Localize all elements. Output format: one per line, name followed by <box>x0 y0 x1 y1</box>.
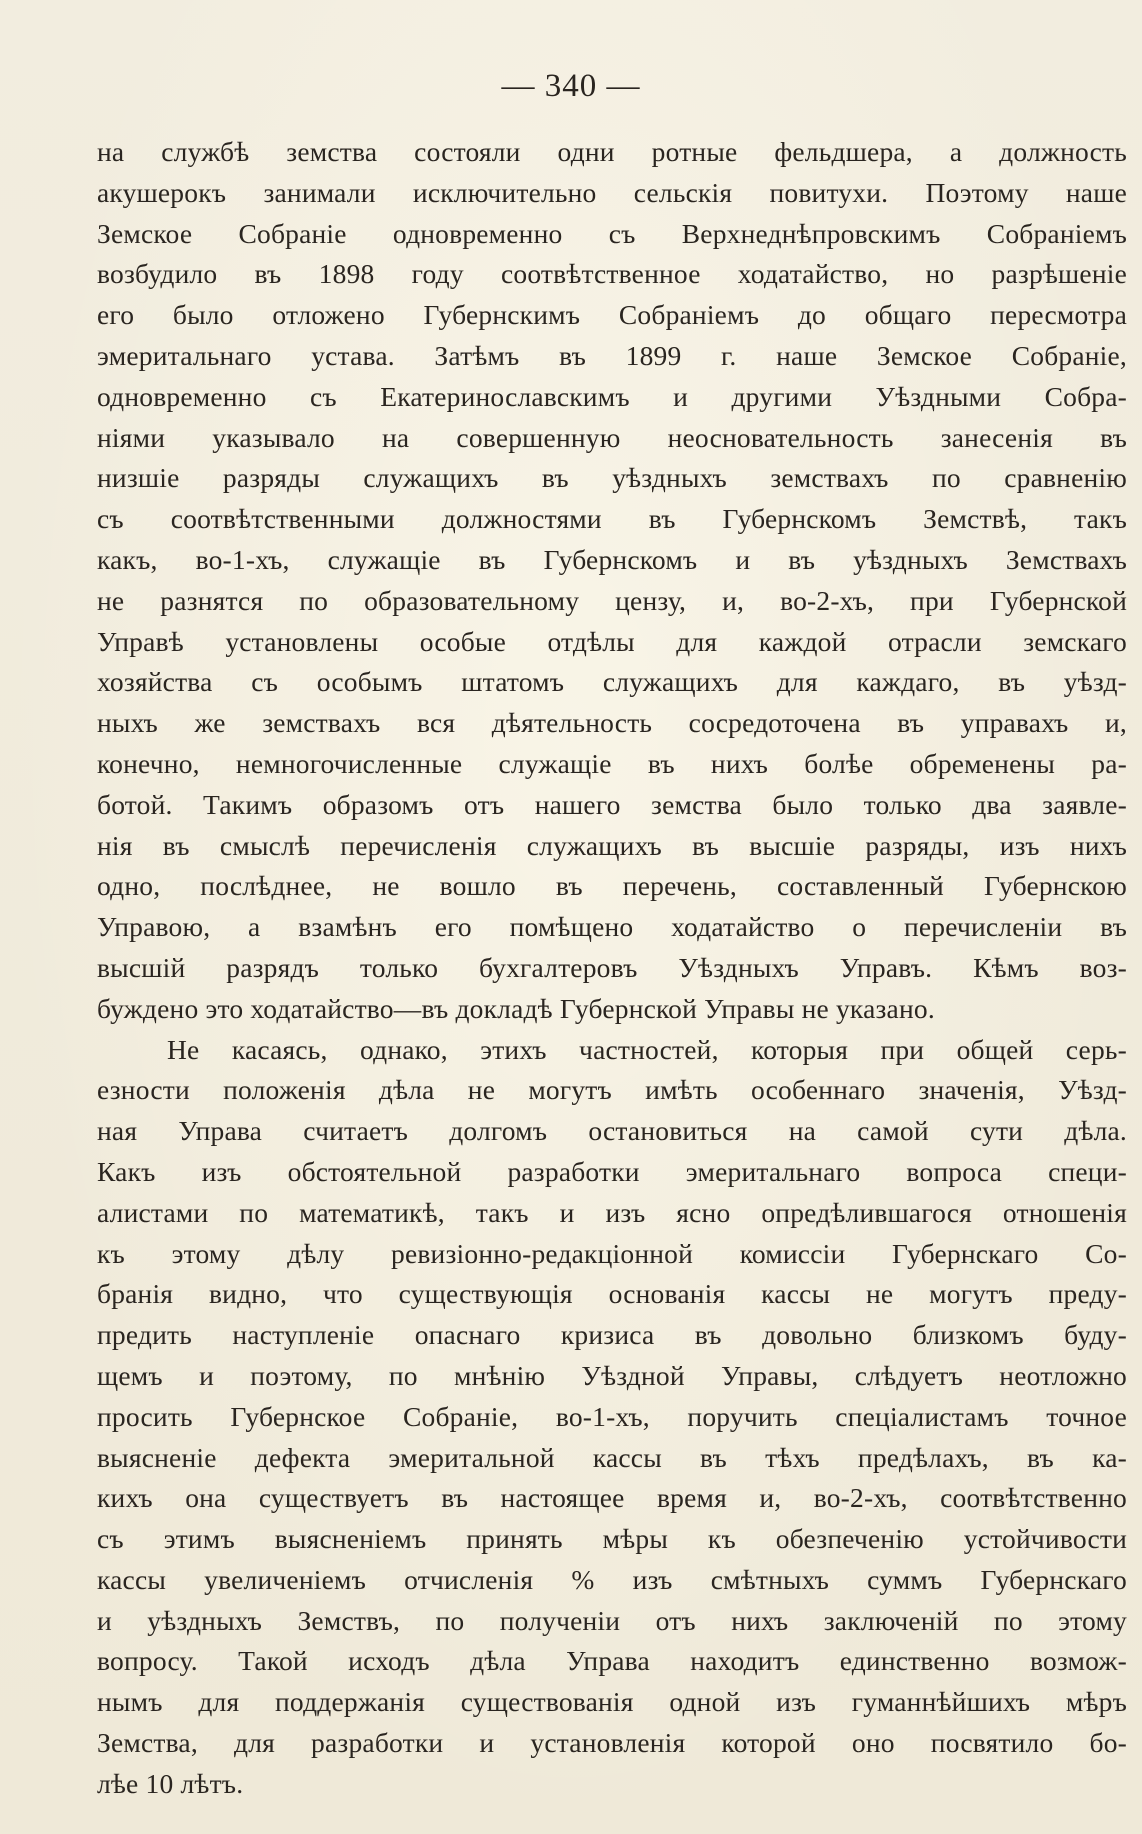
text-line: одновременно съ Екатеринославскимъ и другими Уѣздными Собра- <box>97 380 1127 412</box>
text-line: эмеритальнаго устава. Затѣмъ въ 1899 г. наше Земское Собраніе, <box>97 339 1127 371</box>
text-line: Земства, для разработки и установленія которой оно посвятило бо- <box>97 1727 1127 1759</box>
text-line: высшій разрядъ только бухгалтеровъ Уѣздныхъ Управъ. Кѣмъ воз- <box>97 951 1127 983</box>
text-line: нія въ смыслѣ перечисленія служащихъ въ высшіе разряды, изъ нихъ <box>97 829 1127 861</box>
text-line: акушерокъ занимали исключительно сельскія повитухи. Поэтому наше <box>97 176 1127 208</box>
text-line: нымъ для поддержанія существованія одной изъ гуманнѣйшихъ мѣръ <box>97 1686 1127 1718</box>
text-line: не разнятся по образовательному цензу, и, во-2-хъ, при Губернской <box>97 584 1127 616</box>
text-line: возбудило въ 1898 году соотвѣтственное ходатайство, но разрѣшеніе <box>97 258 1127 290</box>
text-line: къ этому дѣлу ревизіонно-редакціонной комиссіи Губернскаго Со- <box>97 1237 1127 1269</box>
text-line: ботой. Такимъ образомъ отъ нашего земства было только два заявле- <box>97 788 1127 820</box>
text-line: лѣе 10 лѣтъ. <box>97 1767 244 1799</box>
text-line: ная Управа считаетъ долгомъ остановиться на самой сути дѣла. <box>97 1115 1127 1147</box>
text-line: алистами по математикѣ, такъ и изъ ясно опредѣлившагося отношенія <box>97 1196 1127 1228</box>
text-line: Земское Собраніе одновременно съ Верхнеднѣпровскимъ Собраніемъ <box>97 217 1127 249</box>
body-text <box>97 132 1127 1805</box>
paragraph-first-line: Не касаясь, однако, этихъ частностей, которыя при общей серь- <box>167 1033 1127 1065</box>
text-line: вопросу. Такой исходъ дѣла Управа находитъ единственно возмож- <box>97 1645 1127 1677</box>
text-line: его было отложено Губернскимъ Собраніемъ до общаго пересмотра <box>97 299 1127 331</box>
text-line: съ этимъ выясненіемъ принять мѣры къ обезпеченію устойчивости <box>97 1523 1127 1555</box>
text-line: предить наступленіе опаснаго кризиса въ довольно близкомъ буду- <box>97 1319 1127 1351</box>
text-line: какъ, во-1-хъ, служащіе въ Губернскомъ и въ уѣздныхъ Земствахъ <box>97 543 1127 575</box>
text-line: кихъ она существуетъ въ настоящее время и, во-2-хъ, соотвѣтственно <box>97 1482 1127 1514</box>
text-line: съ соотвѣтственными должностями въ Губернскомъ Земствѣ, такъ <box>97 503 1127 535</box>
text-line: ніями указывало на совершенную неосновательность занесенія въ <box>97 421 1127 453</box>
text-line: и уѣздныхъ Земствъ, по полученіи отъ нихъ заключеній по этому <box>97 1604 1127 1636</box>
text-line: кассы увеличеніемъ отчисленія % изъ смѣтныхъ суммъ Губернскаго <box>97 1563 1127 1595</box>
text-line: на службѣ земства состояли одни ротные фельдшера, а должность <box>97 136 1127 167</box>
text-line: конечно, немногочисленные служащіе въ нихъ болѣе обременены ра- <box>97 747 1127 779</box>
text-line: низшіе разряды служащихъ въ уѣздныхъ земствахъ по сравненію <box>97 462 1127 494</box>
text-line: одно, послѣднее, не вошло въ перечень, составленный Губернскою <box>97 870 1127 902</box>
text-line: щемъ и поэтому, по мнѣнію Уѣздной Управы, слѣдуетъ неотложно <box>97 1359 1127 1391</box>
text-line: просить Губернское Собраніе, во-1-хъ, поручить спеціалистамъ точное <box>97 1400 1127 1432</box>
text-line: выясненіе дефекта эмеритальной кассы въ тѣхъ предѣлахъ, въ ка- <box>97 1441 1127 1473</box>
text-line: бранія видно, что существующія основанія кассы не могутъ преду- <box>97 1278 1127 1310</box>
text-line: буждено это ходатайство—въ докладѣ Губернской Управы не указано. <box>97 992 935 1024</box>
text-line: Управою, а взамѣнъ его помѣщено ходатайство о перечисленіи въ <box>97 911 1127 943</box>
text-line: Управѣ установлены особые отдѣлы для каждой отрасли земскаго <box>97 625 1127 657</box>
page-number: — 340 — <box>501 68 641 104</box>
text-line: езности положенія дѣла не могутъ имѣть особеннаго значенія, Уѣзд- <box>97 1074 1127 1106</box>
text-line: Какъ изъ обстоятельной разработки эмеритальнаго вопроса специ- <box>97 1155 1127 1187</box>
text-line: хозяйства съ особымъ штатомъ служащихъ для каждаго, въ уѣзд- <box>97 666 1127 698</box>
text-line: ныхъ же земствахъ вся дѣятельность сосредоточена въ управахъ и, <box>97 707 1127 739</box>
